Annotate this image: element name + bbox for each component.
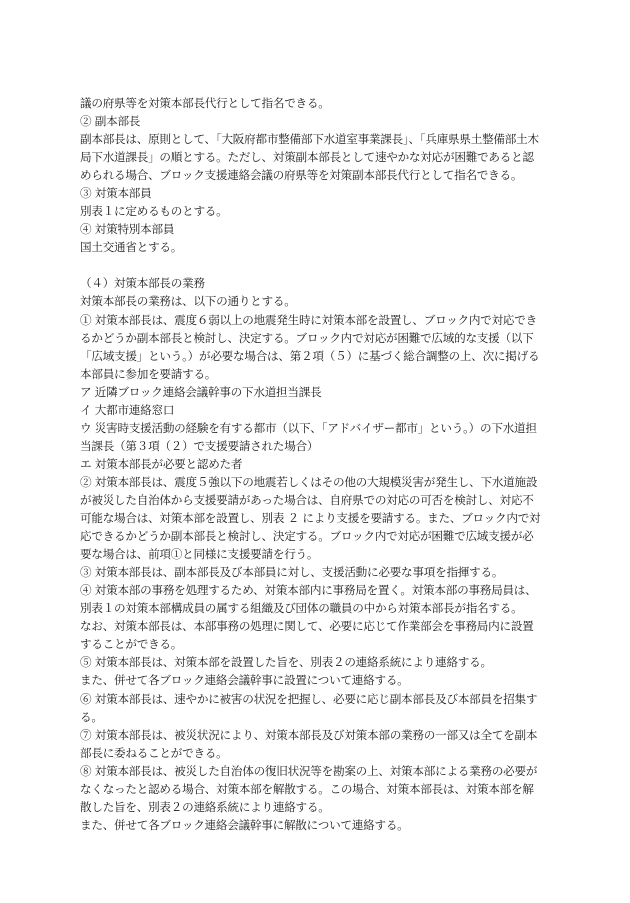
text-line: ① 対策本部長は、震度６弱以上の地震発生時に対策本部を設置し、ブロック内で対応でき (80, 312, 537, 327)
text-line: ア 近隣ブロック連絡会議幹事の下水道担当課長 (80, 384, 322, 399)
text-line: ⑧ 対策本部長は、被災した自治体の復旧状況等を勘案の上、対策本部による業務の必要が (80, 763, 538, 778)
text-line: 局下水道課長」の順とする。ただし、対策副本部長として速やかな対応が困難であると認 (80, 150, 534, 165)
text-line: ② 副本部長 (80, 114, 141, 129)
text-line: 要な場合は、前項①と同様に支援要請を行う。 (80, 547, 319, 562)
text-line: ⑦ 対策本部長は、被災状況により、対策本部長及び対策本部の業務の一部又は全てを副本 (80, 727, 538, 742)
text-line: 本部員に参加を要請する。 (80, 366, 217, 381)
text-line: ④ 対策本部の事務を処理するため、対策本部内に事務局を置く。対策本部の事務局員は、 (80, 583, 537, 598)
text-line: 散した旨を、別表２の連絡系統により連絡する。 (80, 799, 330, 814)
text-line: 別表１に定めるものとする。 (80, 204, 228, 219)
text-line: 別表１の対策本部構成員の属する組織及び団体の職員の中から対策本部長が指名する。 (80, 601, 523, 616)
text-line: ⑤ 対策本部長は、対策本部を設置した旨を、別表２の連絡系統により連絡する。 (80, 655, 492, 670)
text-line: 部長に委ねることができる。 (80, 745, 228, 760)
text-line: 副本部長は、原則として、「大阪府都市整備部下水道室事業課長」、「兵庫県県土整備部土木 (80, 132, 539, 147)
text-line: 当課長（第３項（２）で支援要請された場合） (80, 438, 319, 453)
section-heading: （４）対策本部長の業務 (80, 276, 205, 291)
text-line: 可能な場合は、対策本部を設置し、別表 ２ により支援を要請する。また、ブロック内で対 (80, 511, 541, 526)
text-line: なくなったと認める場合、対策本部を解散する。この場合、対策本部長は、対策本部を解 (80, 781, 534, 796)
text-line: また、併せて各ブロック連絡会議幹事に設置について連絡する。 (80, 673, 409, 688)
text-line: ③ 対策本部長は、副本部長及び本部員に対し、支援活動に必要な事項を指揮する。 (80, 565, 504, 580)
text-line: る。 (80, 709, 103, 724)
text-line: イ 大都市連絡窓口 (80, 402, 175, 417)
text-line: 議の府県等を対策本部長代行として指名できる。 (80, 96, 330, 110)
text-line: 「広域支援」という。）が必要な場合は、第２項（５）に基づく総合調整の上、次に掲げる (80, 348, 540, 363)
text-line: ③ 対策本部員 (80, 186, 152, 201)
text-line: が被災した自治体から支援要請があった場合は、自府県での対応の可否を検討し、対応不 (80, 492, 534, 507)
text-line: められる場合、ブロック支援連絡会議の府県等を対策副本部長代行として指名できる。 (80, 168, 523, 183)
text-line: ④ 対策特別本部員 (80, 222, 175, 237)
text-line: 対策本部長の業務は、以下の通りとする。 (80, 294, 296, 309)
text-line: ウ 災害時支援活動の経験を有する都市（以下、「アドバイザー都市」という。）の下水道担 (80, 420, 537, 435)
text-line: 応できるかどうか副本部長と検討し、決定する。ブロック内で対応が困難で広域支援が必 (80, 529, 534, 544)
text-line: ⑥ 対策本部長は、速やかに被害の状況を把握し、必要に応じ副本部長及び本部員を招集す (80, 691, 538, 706)
text-line: エ 対策本部長が必要と認めた者 (80, 456, 243, 471)
text-line: るかどうか副本部長と検討し、決定する。ブロック内で対応が困難で広域的な支援（以下 (80, 330, 534, 345)
blank-line (80, 256, 556, 274)
text-line: 国土交通省とする。 (80, 240, 183, 255)
text-line: ② 対策本部長は、震度５強以下の地震若しくはその他の大規模災害が発生し、下水道施設 (80, 474, 538, 489)
text-line: また、併せて各ブロック連絡会議幹事に解散について連絡する。 (80, 817, 409, 832)
text-line: することができる。 (80, 637, 183, 652)
text-line: なお、対策本部長は、本部事務の処理に関して、必要に応じて作業部会を事務局内に設置 (80, 619, 534, 634)
document-body (80, 94, 556, 834)
